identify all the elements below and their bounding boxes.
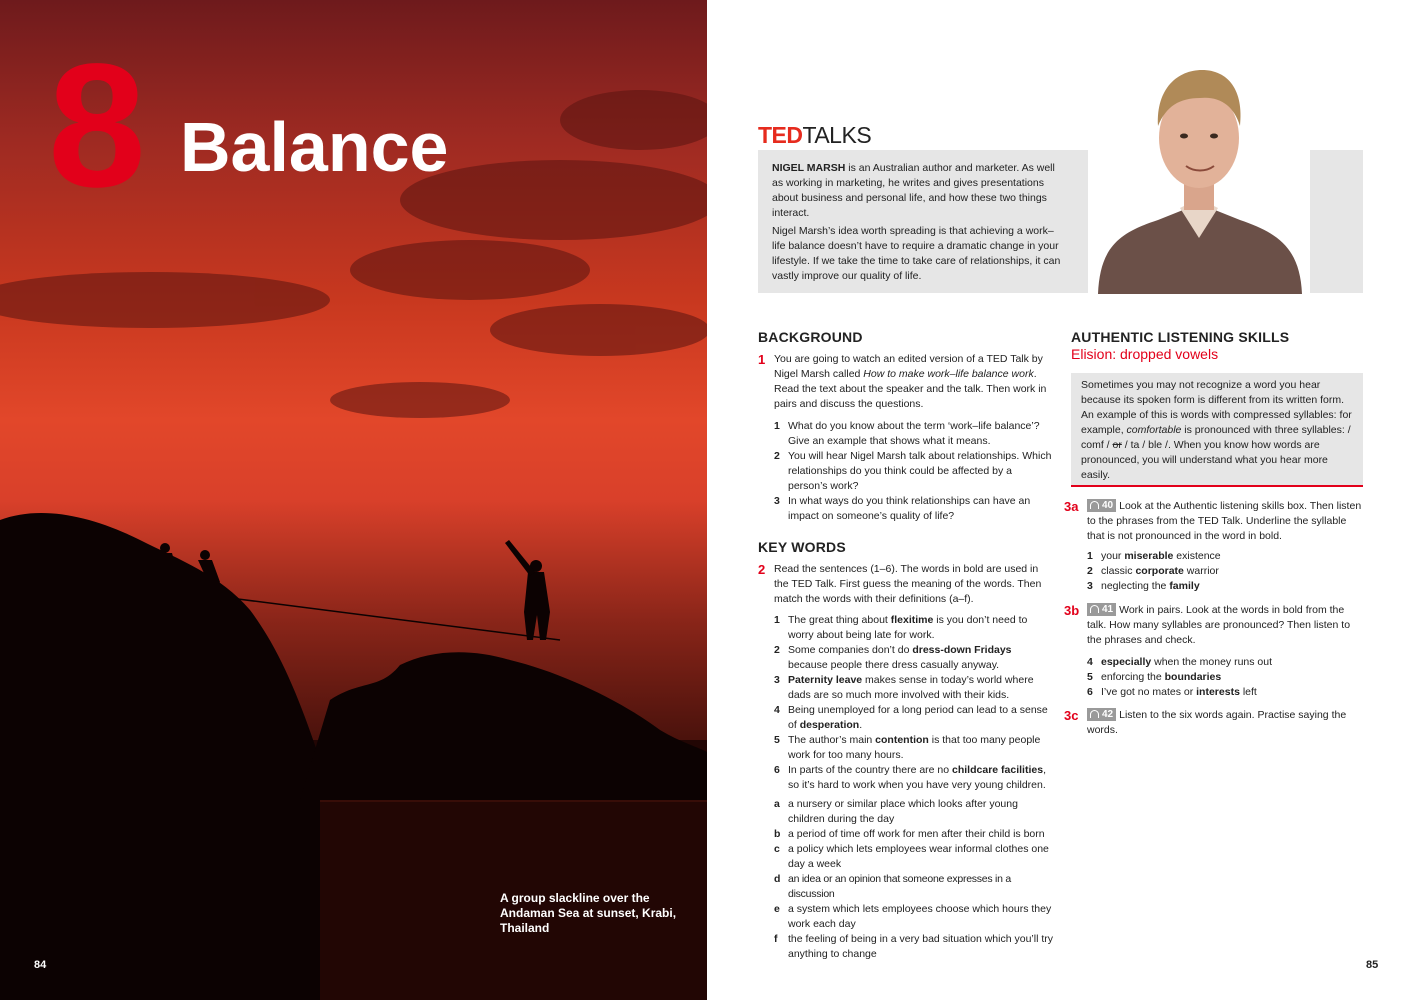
speaker-bio-text [772,161,1062,287]
phrase-number: 4 [1087,656,1093,668]
skills-text-b: is pronounced with three syllables: / comf / [1081,424,1351,451]
key-words-heading: KEY WORDS [758,539,846,555]
unit-number: 8 [48,28,142,224]
sentence-post: because people there dress casually anyway. [788,659,1000,671]
definition-text: a nursery or similar place which looks after young children during the day [788,798,1018,825]
question-number: 2 [774,450,780,462]
phrase-bold: boundaries [1164,671,1222,683]
exercise-1-number: 1 [758,352,766,367]
talk-title: How to make work–life balance work [863,368,1034,380]
headphones-icon [1090,501,1099,509]
exercise-3b-items [1087,655,1363,700]
logo-talks: TALKS [802,122,872,148]
question-text: In what ways do you think relationships can have an impact on someone’s quality of life? [788,495,1031,522]
phrase-item [1087,564,1363,579]
definition-text: an idea or an opinion that someone expresses in a discussion [788,873,1011,900]
sentence-item [774,733,1054,763]
sentence-item [774,613,1054,643]
audio-track-40[interactable] [1087,499,1116,512]
phrase-item [1087,685,1363,700]
bio-paragraph-1: is an Australian author and marketer. As well as working in marketing, he writes and gives presentations about business and personal life, and how these two things interact. [772,162,1055,219]
headphones-icon [1090,605,1099,613]
definitions-list [774,797,1054,962]
phrase-post: existence [1173,550,1221,562]
sentence-post: . [859,719,863,731]
phrase-item [1087,670,1363,685]
phrase-item [1087,579,1363,594]
example-word: comfortable [1126,424,1182,436]
sentence-pre: Being unemployed for a long period can lead to a sense of [788,704,1048,731]
speaker-name: NIGEL MARSH [772,162,846,174]
phrase-post: left [1239,686,1257,698]
listening-skills-subheading: Elision: dropped vowels [1071,346,1219,362]
phrase-number: 5 [1087,671,1093,683]
exercise-3c-number: 3c [1064,708,1079,723]
background-heading: BACKGROUND [758,329,863,345]
definition-letter: b [774,828,781,840]
exercise-3a-number: 3a [1064,499,1079,514]
sentence-post: is that too many people work for too many hours. [788,734,1041,761]
background-questions [774,419,1052,524]
sentence-number: 4 [774,704,780,716]
definition-item [774,902,1054,932]
phrase-item [1087,549,1363,564]
exercise-3b-text: Work in pairs. Look at the words in bold from the talk. How many syllables are pronounced? Then listen to the phrases and check. [1087,604,1351,646]
sentence-pre: In parts of the country there are no [788,764,953,776]
phrase-pre: enforcing the [1101,671,1165,683]
audio-track-42[interactable] [1087,708,1116,721]
question-number: 1 [774,420,780,432]
sentence-number: 6 [774,764,780,776]
phrase-pre: I’ve got no mates or [1101,686,1197,698]
intro-text-b: . Read the text about the speaker and the talk. Then work in pairs and discuss the questions. [774,368,1047,410]
phrase-bold: especially [1101,656,1152,668]
key-word: dress-down Fridays [912,644,1012,656]
sentence-pre: The author’s main [788,734,876,746]
definition-text: a policy which lets employees wear informal clothes one day a week [788,843,1049,870]
key-word: Paternity leave [788,674,863,686]
question-text: You will hear Nigel Marsh talk about relationships. Which relationships do you think could be affected by a person’s work? [788,450,1052,492]
definition-item [774,872,1054,902]
sentence-number: 2 [774,644,780,656]
key-word: contention [875,734,929,746]
listening-skills-heading: AUTHENTIC LISTENING SKILLS [1071,329,1290,345]
sentence-item [774,703,1054,733]
logo-ted: TED [758,122,803,148]
definition-item [774,827,1054,842]
definition-item [774,842,1054,872]
sentence-pre: The great thing about [788,614,891,626]
phrase-number: 3 [1087,580,1093,592]
sentence-number: 3 [774,674,780,686]
audio-track-41[interactable] [1087,603,1116,616]
question-item [774,494,1052,524]
exercise-3a-items [1087,549,1363,594]
sentence-item [774,763,1054,793]
exercise-3b-number: 3b [1064,603,1080,618]
definition-letter: d [774,873,781,885]
track-number: 40 [1102,500,1114,511]
exercise-2-number: 2 [758,562,766,577]
skills-text-a: Sometimes you may not recognize a word you hear because its spoken form is different from its written form. An example of this is words with compressed syllables: for example, [1081,379,1352,436]
dropped-syllable: or [1112,439,1122,451]
sentence-post: makes sense in today’s world where dads are so much more involved with their kids. [788,674,1034,701]
definition-letter: f [774,933,778,945]
phrase-item [1087,655,1363,670]
key-word: desperation [799,719,860,731]
intro-text-a: You are going to watch an edited version of a TED Talk by Nigel Marsh called [774,353,1043,380]
exercise-2-intro: Read the sentences (1–6). The words in bold are used in the TED Talk. First guess the meaning of the words. Then match the words with their definitions (a–f). [774,563,1042,605]
page-number-right: 85 [1366,959,1379,971]
track-number: 42 [1102,709,1114,720]
phrase-pre: your [1101,550,1125,562]
sentence-pre: Some companies don’t do [788,644,913,656]
exercise-3b-instructions [1087,603,1365,648]
phrase-post: when the money runs out [1151,656,1273,668]
definition-letter: e [774,903,780,915]
skills-text-c: / ta / ble /. When you know how words are pronounced, you will understand what you hear more easily. [1081,439,1328,481]
phrase-number: 6 [1087,686,1093,698]
question-number: 3 [774,495,780,507]
phrase-pre: neglecting the [1101,580,1170,592]
phrase-number: 1 [1087,550,1093,562]
sentence-number: 5 [774,734,780,746]
exercise-3a-text: Look at the Authentic listening skills box. Then listen to the phrases from the TED Talk. Underline the syllable that is not pronounced in the word in bold. [1087,500,1362,542]
photo-caption: A group slackline over the Andaman Sea at sunset, Krabi, Thailand [500,891,677,935]
page-number-left: 84 [34,959,47,971]
phrase-bold: miserable [1124,550,1174,562]
exercise-3c-text: Listen to the six words again. Practise saying the words. [1087,709,1347,736]
question-text: What do you know about the term ‘work–life balance’? Give an example that shows what it means. [788,420,1040,447]
ted-talks-logo [758,124,871,147]
key-word: childcare facilities [952,764,1044,776]
definition-text: a system which lets employees choose which hours they work each day [788,903,1052,930]
phrase-bold: interests [1196,686,1240,698]
phrase-post: warrior [1183,565,1219,577]
phrase-number: 2 [1087,565,1093,577]
phrase-pre: classic [1101,565,1136,577]
definition-item [774,932,1054,962]
skills-box-text [1081,378,1356,483]
exercise-1-intro [774,352,1052,412]
sentence-post: is you don’t need to worry about being late for work. [788,614,1028,641]
question-item [774,419,1052,449]
definition-letter: a [774,798,780,810]
question-item [774,449,1052,494]
key-word-sentences [774,613,1054,793]
phrase-bold: family [1169,580,1200,592]
sentence-item [774,643,1054,673]
exercise-3c-instructions [1087,708,1365,738]
bio-paragraph-2: Nigel Marsh’s idea worth spreading is that achieving a work–life balance doesn’t have to require a dramatic change in your lifestyle. If we take the time to take care of relationships, it can vastly improve our quality of life. [772,225,1061,282]
definition-text: the feeling of being in a very bad situation which you’ll try anything to change [788,933,1053,960]
key-word: flexitime [890,614,934,626]
unit-title: Balance [180,108,449,186]
sentence-post: , so it’s hard to work when you have very young children. [788,764,1046,791]
headphones-icon [1090,710,1099,718]
phrase-bold: corporate [1135,565,1184,577]
definition-item [774,797,1054,827]
exercise-3a-instructions [1087,499,1365,544]
sentence-number: 1 [774,614,780,626]
track-number: 41 [1102,604,1114,615]
definition-letter: c [774,843,780,855]
speaker-photo [1088,48,1310,294]
sentence-item [774,673,1054,703]
definition-text: a period of time off work for men after their child is born [788,828,1045,840]
